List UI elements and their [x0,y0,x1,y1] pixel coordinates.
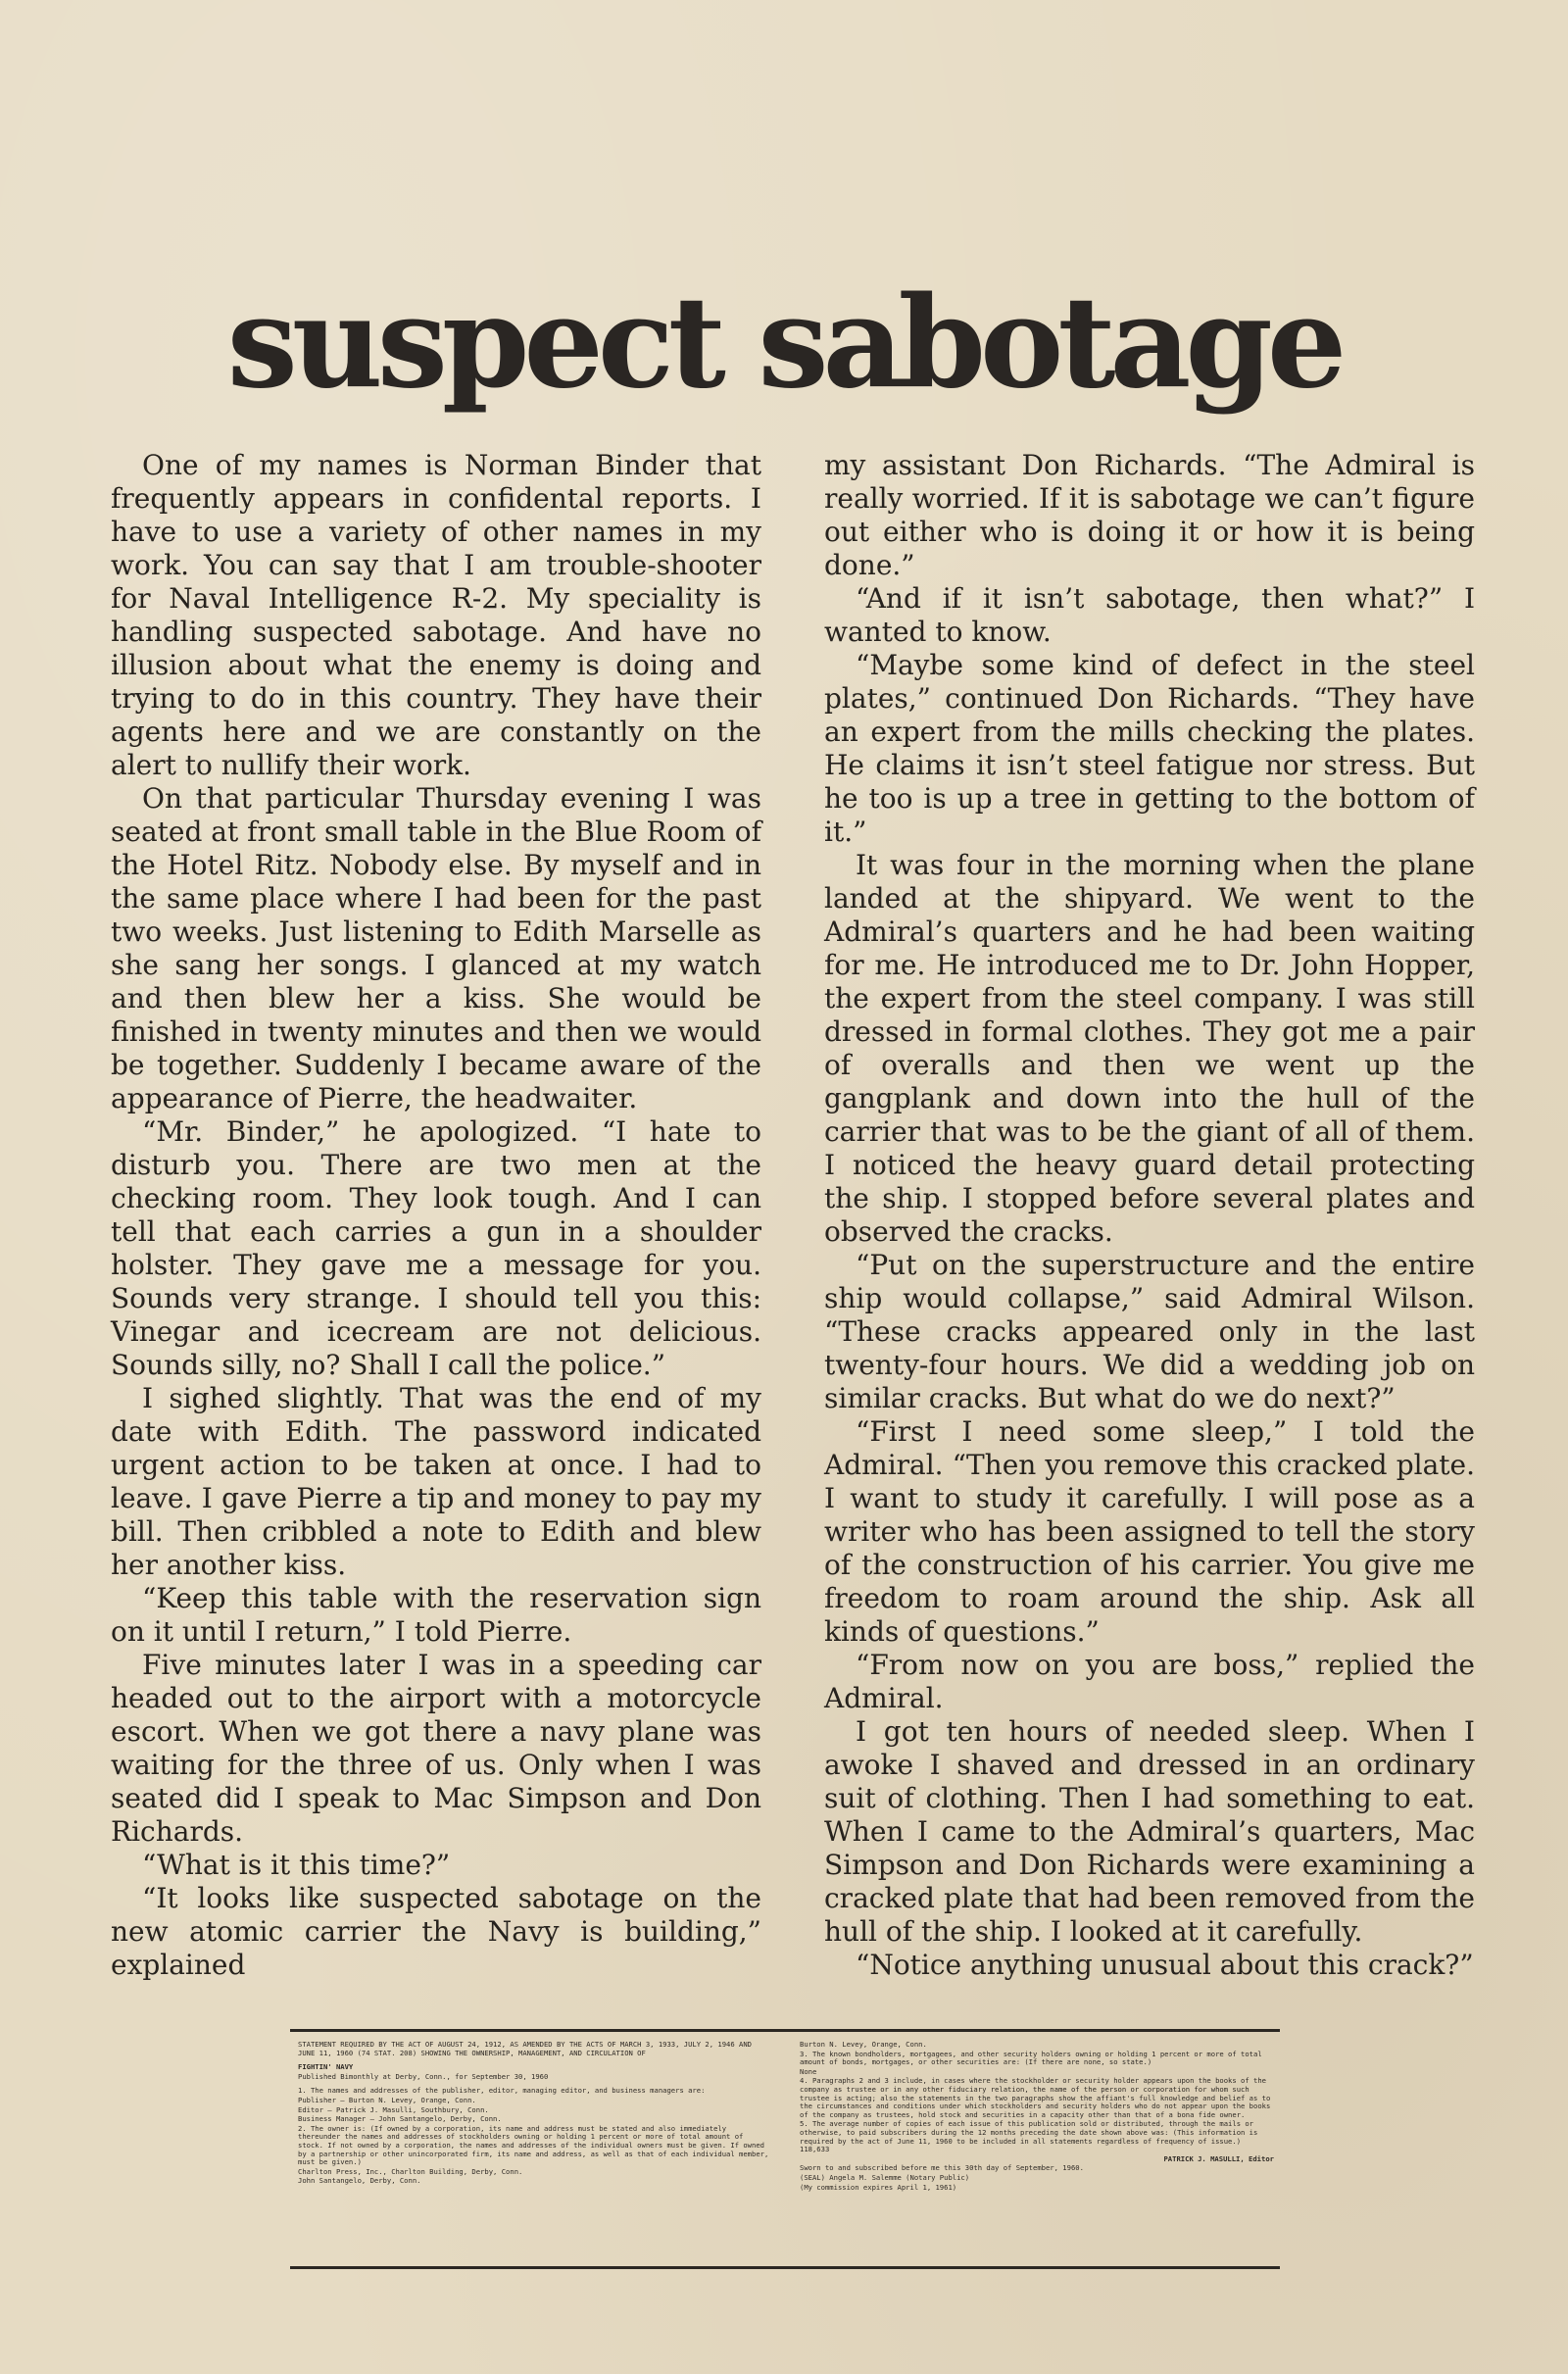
article-paragraph: my assistant Don Richards. “The Admiral is really worried. If it is sabotage we can’t figure out either who is doing it or how it is being done.” [824,449,1475,581]
statement-line: (SEAL) Angela M. Salemme (Notary Public) [800,2172,970,2182]
statement-line: Editor — Patrick J. Masulli, Southbury, Conn. [298,2104,489,2114]
article-paragraph: “It looks like suspected sabotage on the new atomic carrier the Navy is building,” explained [111,1882,761,1981]
statement-line: 4. Paragraphs 2 and 3 include, in cases where the stockholder or security holder appears upon the books of the company as trustee or in any other fiduciary relation, the name of the person or corporation for whom such trustee is acting; also the statements in the two paragraphs show the affiant's full knowledge and belief as to the circumstances and conditions under which stockholders and security holders who do not appear upon the books of the company as trustees, hold stock and securities in a capacity other than that of a bona fide owner. [800,2076,1271,2119]
column-left [111,449,761,1981]
article-paragraph: I sighed slightly. That was the end of my date with Edith. The password indicated urgent action to be taken at once. I had to leave. I gave Pierre a tip and money to pay my bill. Then cribbled a note to Edith and blew her another kiss. [111,1382,761,1581]
statement-line: STATEMENT REQUIRED BY THE ACT OF AUGUST 24, 1912, AS AMENDED BY THE ACTS OF MARCH 3, 1933, JULY 2, 1946 AND JUNE 11, 1960 (74 STAT. 208) SHOWING THE OWNERSHIP, MANAGEMENT, AND CIRCULATION OF [298,2041,753,2057]
page-title: suspect sabotage [226,269,1342,417]
article-paragraph: On that particular Thursday evening I was seated at front small table in the Blue Room of the Hotel Ritz. Nobody else. By myself and in the same place where I had been for the past two weeks. Just listening to Edith Marselle as she sang her songs. I glanced at my watch and then blew her a kiss. She would be finished in twenty minutes and then we would be together. Suddenly I became aware of the appearance of Pierre, the headwaiter. [111,782,761,1114]
article-body [111,449,1475,1981]
article-paragraph: “From now on you are boss,” replied the Admiral. [824,1649,1475,1714]
article-paragraph: “Keep this table with the reservation sign on it until I return,” I told Pierre. [111,1582,761,1648]
article-paragraph: “What is it this time?” [142,1849,451,1881]
statement-line: FIGHTIN' NAVY [298,2062,354,2072]
statement-rule-bottom [290,2266,1280,2269]
statement-line: Business Manager — John Santangelo, Derby, Conn. [298,2114,502,2124]
statement-line: Sworn to and subscribed before me this 30th day of September, 1960. [800,2163,1084,2173]
article-paragraph: One of my names is Norman Binder that frequently appears in confidental reports. I have to use a variety of other names in my work. You can say that I am trouble-shooter for Naval Intelligence R-2. My speciality is handling suspected sabotage. And have no illusion about what the enemy is doing and trying to do in this country. They have their agents here and we are constantly on the alert to nullify their work. [111,449,761,781]
statement-line: 3. The known bondholders, mortgagees, and other security holders owning or holding 1 percent or more of total amount of bonds, mortgages, or other securities are: (If there are none, so state.) [800,2049,1262,2067]
article-paragraph: “Maybe some kind of defect in the steel plates,” continued Don Richards. “They have an expert from the mills checking the plates. He claims it isn’t steel fatigue nor stress. But he too is up a tree in getting to the bottom of it.” [824,649,1475,848]
article-paragraph: I got ten hours of needed sleep. When I awoke I shaved and dressed in an ordinary suit of clothing. Then I had something to eat. When I came to the Admiral’s quarters, Mac Simpson and Don Richards were examining a cracked plate that had been removed from the hull of the ship. I looked at it carefully. [824,1715,1475,1948]
statement-line: Published Bimonthly at Derby, Conn., for September 30, 1960 [298,2071,549,2081]
column-right [824,449,1475,1981]
statement-line: None [800,2066,817,2076]
article-paragraph: It was four in the morning when the plane landed at the shipyard. We went to the Admiral’s quarters and he had been waiting for me. He introduced me to Dr. John Hopper, the expert from the steel company. I was still dressed in formal clothes. They got me a pair of overalls and then we went up the gangplank and down into the hull of the carrier that was to be the giant of all of them. I noticed the heavy guard detail protecting the ship. I stopped before several plates and observed the cracks. [824,849,1475,1248]
statement-column-right [800,2041,1274,2262]
statement-line: 5. The average number of copies of each issue of this publication sold or distributed, through the mails or otherwise, to paid subscribers during the 12 months preceding the date shown above was: (This information is required by the act of June 11, 1960 to be included in all statements regardless of frequency of issue.) 118,633 [800,2119,1258,2154]
article-paragraph: “Put on the superstructure and the entire ship would collapse,” said Admiral Wilson. “These cracks appeared only in the last twenty-four hours. We did a wedding job on similar cracks. But what do we do next?” [824,1249,1475,1414]
article-paragraph: “And if it isn’t sabotage, then what?” I wanted to know. [824,582,1475,648]
statement-line: Burton N. Levey, Orange, Conn. [800,2041,927,2049]
statement-column-left [298,2041,772,2262]
article-paragraph: “Notice anything unusual about this crack?” [856,1949,1474,1981]
ownership-statement [298,2041,1274,2262]
statement-line: (My commission expires April 1, 1961) [800,2182,957,2192]
article-paragraph: “Mr. Binder,” he apologized. “I hate to disturb you. There are two men at the checking room. They look tough. And I can tell that each carries a gun in a shoulder holster. They gave me a message for you. Sounds very strange. I should tell you this: Vinegar and icecream are not delicious. Sounds silly, no? Shall I call the police.” [111,1115,761,1381]
article-paragraph: “First I need some sleep,” I told the Admiral. “Then you remove this cracked plate. I want to study it carefully. I will pose as a writer who has been assigned to tell the story of the construction of his carrier. You give me freedom to roam around the ship. Ask all kinds of questions.” [824,1415,1475,1648]
statement-line: John Santangelo, Derby, Conn. [298,2176,421,2186]
statement-line: 1. The names and addresses of the publisher, editor, managing editor, and business managers are: [298,2086,706,2096]
article-paragraph: Five minutes later I was in a speeding car headed out to the airport with a motorcycle escort. When we got there a navy plane was waiting for the three of us. Only when I was seated did I speak to Mac Simpson and Don Richards. [111,1649,761,1848]
statement-rule-top [290,2029,1280,2032]
statement-line: PATRICK J. MASULLI, Editor [1163,2153,1274,2163]
statement-line: 2. The owner is: (If owned by a corporation, its name and address must be stated and also immediately thereunder the names and addresses of stockholders owning or holding 1 percent or more of total amount of stock. If not owned by a corporation, the names and addresses of the individual owners must be given. If owned by a partnership or other unincorporated firm, its name and address, as well as that of each individual member, must be given.) [298,2123,769,2167]
statement-line: Publisher — Burton N. Levey, Orange, Conn. [298,2095,476,2104]
statement-line: Charlton Press, Inc., Charlton Building, Derby, Conn. [298,2166,523,2176]
